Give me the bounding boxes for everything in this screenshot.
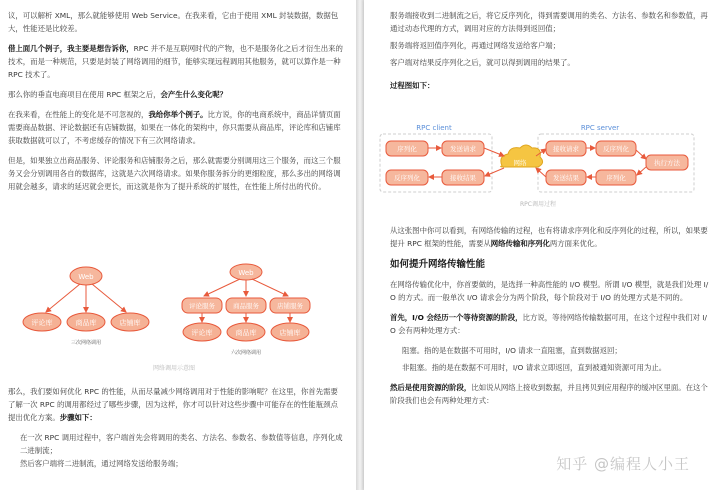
server-step-label: 接收请求: [553, 145, 579, 153]
paragraph: 但是，如果独立出商品服务、评论服务和店铺服务之后，那么就需要分别调用这三个服务，而这三个服务又会分别调用各自的数据库，这就是六次网络请求。如果你服务拆分的更细粒度，那么多出的网络调用就会越多，请求的延迟就会更长，而这就是你为了提升系统的扩展性，在性能上所付出的代价。: [8, 156, 341, 191]
left-text-bottom: [8, 385, 344, 470]
list-item: 然后客户端将二进制流，通过网络发送给服务端；: [20, 459, 183, 468]
db-label: 商品库: [235, 329, 257, 337]
list-item: 非阻塞。指的是在数据不可用时，I/O 请求立即返回，直到被通知资源可用为止。: [402, 363, 667, 372]
section-heading: 如何提升网络传输性能: [390, 259, 486, 270]
watermark: 知乎 @编程人小王: [556, 455, 690, 473]
client-step-label: 发送请求: [450, 145, 476, 153]
text: 两方面来优化。: [549, 239, 602, 248]
network-label: 网络: [513, 159, 527, 167]
client-step-label: 反序列化: [394, 174, 420, 182]
bold-text: 然后是使用资源的阶段，: [390, 383, 472, 392]
db-label: 店铺库: [279, 329, 301, 337]
client-step-label: 序列化: [397, 145, 417, 153]
db-label: 店铺库: [119, 319, 141, 327]
service-label: 评论服务: [189, 302, 215, 310]
server-step-label: 反序列化: [603, 145, 629, 153]
server-step-label: 发送结果: [553, 174, 579, 182]
service-label: 商品服务: [233, 302, 259, 310]
bold-text: 步骤如下：: [59, 413, 97, 422]
text: 在我来看，在性能上的变化是不可忽视的，: [8, 110, 149, 119]
network-call-diagram: [14, 258, 334, 376]
figure-caption: 网络调用示意图: [152, 365, 196, 372]
paragraph: [390, 224, 712, 250]
paragraph: [390, 311, 712, 337]
process-heading: [390, 79, 712, 92]
right-text-top: [390, 9, 712, 92]
paragraph: [390, 381, 712, 407]
text: 比方说，等待网络传输数据可用，在这个过程中我们对 I/O 会有两种处理方式：: [390, 313, 707, 335]
rpc-process-figure: [378, 118, 698, 210]
list-item: 服务端将返回值序列化，再通过网络发送给客户端；: [390, 41, 560, 50]
left-text-top: [8, 9, 344, 193]
web-label: Web: [78, 273, 94, 281]
text: 那么，我们要如何优化 RPC 的性能，从而尽量减少网络调用对于性能的影响呢？在这里，你首先需要了解一次 RPC 的调用都经过了哪些步骤，因为这样，你才可以针对这些步骤中可能存在的性能瓶颈点提出优化方案。: [8, 387, 338, 422]
db-label: 评论库: [191, 329, 213, 337]
text: 比方说，你的电商系统中，商品详情页面需要商品数据、评论数据还有店铺数据，如果在一体化的架构中，你只需要从商品库，评论库和店铺库获取数据就可以了，不考虑缓存的情况下有三次网络请求。: [8, 110, 341, 145]
text: 那么你的垂直电商项目在使用 RPC 框架之后，: [8, 90, 161, 99]
text: RPC 并不是互联网时代的产物，也不是服务化之后才衍生出来的技术，而是一种规范，只要是封装了网络调用的细节，能够实现远程调用其他服务，就可以算作是一种 RPC 技术了。: [8, 44, 343, 79]
web-label: Web: [238, 269, 254, 277]
bold-text: 我给你举个例子。: [148, 110, 208, 119]
list-item: 客户端对结果反序列化之后，就可以得到调用的结果了。: [390, 58, 575, 67]
bold-lead: 借上面几个例子，我主要是想告诉你，: [8, 44, 134, 53]
bold-text: 过程图如下：: [390, 81, 435, 90]
client-step-label: 接收结果: [450, 174, 476, 182]
paragraph: [8, 88, 344, 101]
server-label: RPC server: [580, 124, 620, 132]
server-step-label: 序列化: [606, 174, 626, 182]
list-item: 在一次 RPC 调用过程中，客户端首先会将调用的类名、方法名、参数名、参数值等信息，序列化成二进制流；: [20, 433, 343, 455]
list-item: 阻塞。指的是在数据不可用时，I/O 请求一直阻塞，直到数据返回；: [402, 346, 622, 355]
text: 比如说从网络上接收到数据，并且拷贝到应用程序的缓冲区里面。在这个阶段我们也会有两种处理方式：: [390, 383, 708, 405]
paragraph: [8, 108, 344, 147]
right-page: [364, 0, 720, 490]
bold-question: 会产生什么变化呢？: [160, 90, 228, 99]
bold-text: 首先，I/O 会经历一个等待资源的阶段，: [390, 313, 523, 322]
paragraph: 在网络传输优化中，你首要做的，是选择一种高性能的 I/O 模型。所谓 I/O 模型，就是我们处理 I/O 的方式。而一般单次 I/O 请求会分为两个阶段，每个阶段对于 I/O 的处理方式是不同的。: [390, 280, 709, 302]
server-step-label: 执行方法: [654, 159, 680, 167]
network-call-figure: [14, 258, 334, 376]
bold-text: 网络传输和序列化: [490, 239, 550, 248]
left-page: [0, 0, 356, 490]
caption-three-calls: 三次网络调用: [70, 340, 102, 346]
paragraph: [8, 42, 344, 81]
figure-caption: RPC调用过程: [520, 201, 556, 208]
rpc-process-diagram: [378, 118, 698, 210]
db-label: 商品库: [75, 319, 97, 327]
paragraph: [8, 385, 344, 424]
client-label: RPC client: [416, 124, 452, 132]
text: 从这张图中你可以看到，有网络传输的过程，也有将请求序列化和反序列化的过程，所以，如果要提升 RPC 框架的性能，需要从: [390, 226, 708, 248]
db-label: 评论库: [31, 319, 53, 327]
list-item: 服务端接收到二进制流之后，将它反序列化，得到需要调用的类名、方法名、参数名和参数值，再通过动态代理的方式，调用对应的方法得到返回值；: [390, 11, 708, 33]
right-text-bottom: [390, 224, 712, 407]
paragraph: 议，可以解析 XML，那么就能够使用 Web Service。在我来看，它由于使用 XML 封装数据，数据包大，性能还是比较差。: [8, 11, 339, 33]
service-label: 店铺服务: [277, 302, 303, 310]
book-gutter: [356, 0, 364, 490]
caption-six-calls: 六次网络调用: [230, 350, 262, 356]
